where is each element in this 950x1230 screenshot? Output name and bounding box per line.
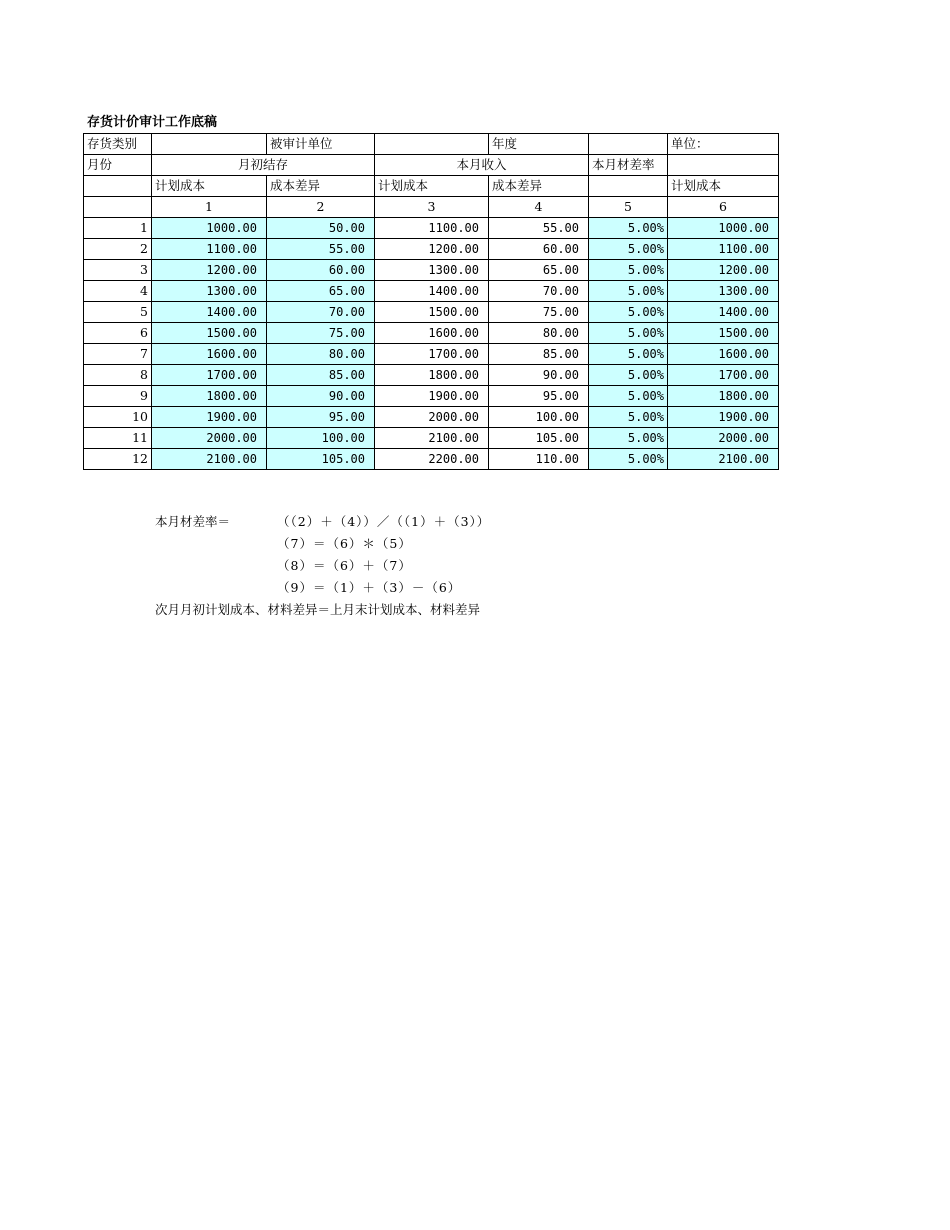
- value-cell-c6[interactable]: 1000.00: [668, 218, 779, 239]
- blank-cell: [84, 176, 152, 197]
- table-row: [84, 407, 779, 428]
- planned-cost-label: 计划成本: [152, 176, 267, 197]
- value-cell-c5[interactable]: 5.00%: [589, 239, 668, 260]
- audited-unit-label: 被审计单位: [267, 134, 375, 155]
- value-cell-c2[interactable]: 70.00: [267, 302, 375, 323]
- value-cell-c1[interactable]: 1000.00: [152, 218, 267, 239]
- opening-balance-label: 月初结存: [152, 155, 375, 176]
- rate-label: 本月材差率＝: [155, 514, 231, 529]
- value-cell-c1[interactable]: 1600.00: [152, 344, 267, 365]
- value-cell-c4[interactable]: 70.00: [489, 281, 589, 302]
- month-cell: 11: [84, 428, 152, 449]
- value-cell-c5[interactable]: 5.00%: [589, 281, 668, 302]
- value-cell-c2[interactable]: 95.00: [267, 407, 375, 428]
- value-cell-c1[interactable]: 2000.00: [152, 428, 267, 449]
- column-number: 2: [267, 197, 375, 218]
- month-cell: 4: [84, 281, 152, 302]
- month-cell: 8: [84, 365, 152, 386]
- audit-table: [83, 133, 779, 470]
- value-cell-c2[interactable]: 60.00: [267, 260, 375, 281]
- value-cell-c6[interactable]: 1600.00: [668, 344, 779, 365]
- category-label: 存货类别: [84, 134, 152, 155]
- column-number: 6: [668, 197, 779, 218]
- month-cell: 5: [84, 302, 152, 323]
- table-row: [84, 260, 779, 281]
- value-cell-c4[interactable]: 55.00: [489, 218, 589, 239]
- column-number-row: [84, 197, 779, 218]
- value-cell-c4[interactable]: 95.00: [489, 386, 589, 407]
- column-number: 1: [152, 197, 267, 218]
- table-row: [84, 344, 779, 365]
- value-cell-c3[interactable]: 1800.00: [375, 365, 489, 386]
- table-row: [84, 239, 779, 260]
- value-cell-c4[interactable]: 75.00: [489, 302, 589, 323]
- year-label: 年度: [489, 134, 589, 155]
- value-cell-c1[interactable]: 1200.00: [152, 260, 267, 281]
- value-cell-c2[interactable]: 100.00: [267, 428, 375, 449]
- planned-cost-label: 计划成本: [668, 176, 779, 197]
- formula-9: （9）＝（1）＋（3）－（6）: [277, 580, 462, 595]
- audited-unit-value-cell[interactable]: [375, 134, 489, 155]
- value-cell-c1[interactable]: 1400.00: [152, 302, 267, 323]
- value-cell-c2[interactable]: 85.00: [267, 365, 375, 386]
- value-cell-c3[interactable]: 1200.00: [375, 239, 489, 260]
- table-row: [84, 365, 779, 386]
- value-cell-c1[interactable]: 1800.00: [152, 386, 267, 407]
- next-month-note: 次月月初计划成本、材料差异＝上月末计划成本、材料差异: [155, 602, 481, 617]
- table-row: [84, 218, 779, 239]
- month-cell: 9: [84, 386, 152, 407]
- value-cell-c5[interactable]: 5.00%: [589, 386, 668, 407]
- value-cell-c4[interactable]: 65.00: [489, 260, 589, 281]
- sheet-title: 存货计价审计工作底稿: [87, 115, 218, 130]
- value-cell-c3[interactable]: 1600.00: [375, 323, 489, 344]
- value-cell-c1[interactable]: 2100.00: [152, 449, 267, 470]
- issue-label: [668, 155, 779, 176]
- value-cell-c6[interactable]: 2000.00: [668, 428, 779, 449]
- month-cell: 7: [84, 344, 152, 365]
- value-cell-c5[interactable]: 5.00%: [589, 323, 668, 344]
- formula-8: （8）＝（6）＋（7）: [277, 558, 412, 573]
- table-row: [84, 281, 779, 302]
- planned-cost-label: 计划成本: [375, 176, 489, 197]
- value-cell-c4[interactable]: 105.00: [489, 428, 589, 449]
- unit-label: 单位：: [668, 134, 779, 155]
- value-cell-c6[interactable]: 1900.00: [668, 407, 779, 428]
- value-cell-c5[interactable]: 5.00%: [589, 344, 668, 365]
- value-cell-c2[interactable]: 55.00: [267, 239, 375, 260]
- header-row-2: [84, 155, 779, 176]
- value-cell-c3[interactable]: 1700.00: [375, 344, 489, 365]
- value-cell-c3[interactable]: 2000.00: [375, 407, 489, 428]
- value-cell-c3[interactable]: 1100.00: [375, 218, 489, 239]
- value-cell-c1[interactable]: 1700.00: [152, 365, 267, 386]
- value-cell-c4[interactable]: 80.00: [489, 323, 589, 344]
- blank-cell: [589, 176, 668, 197]
- table-row: [84, 428, 779, 449]
- month-cell: 12: [84, 449, 152, 470]
- value-cell-c5[interactable]: 5.00%: [589, 428, 668, 449]
- table-row: [84, 386, 779, 407]
- rate-formula: （（2）＋（4））／（（1）＋（3））: [277, 514, 491, 529]
- month-cell: 3: [84, 260, 152, 281]
- variance-rate-label: 本月材差率: [589, 155, 668, 176]
- value-cell-c1[interactable]: 1300.00: [152, 281, 267, 302]
- value-cell-c4[interactable]: 85.00: [489, 344, 589, 365]
- value-cell-c5[interactable]: 5.00%: [589, 260, 668, 281]
- value-cell-c1[interactable]: 1100.00: [152, 239, 267, 260]
- value-cell-c4[interactable]: 60.00: [489, 239, 589, 260]
- value-cell-c3[interactable]: 1500.00: [375, 302, 489, 323]
- value-cell-c3[interactable]: 1400.00: [375, 281, 489, 302]
- formula-notes: [155, 511, 490, 621]
- category-value-cell[interactable]: [152, 134, 267, 155]
- formula-7: （7）＝（6）＊（5）: [277, 536, 412, 551]
- column-number: 4: [489, 197, 589, 218]
- value-cell-c6[interactable]: 1700.00: [668, 365, 779, 386]
- value-cell-c6[interactable]: 2100.00: [668, 449, 779, 470]
- value-cell-c3[interactable]: 2200.00: [375, 449, 489, 470]
- month-cell: 10: [84, 407, 152, 428]
- header-row-3: [84, 176, 779, 197]
- cost-variance-label: 成本差异: [489, 176, 589, 197]
- value-cell-c1[interactable]: 1500.00: [152, 323, 267, 344]
- value-cell-c3[interactable]: 1900.00: [375, 386, 489, 407]
- value-cell-c5[interactable]: 5.00%: [589, 365, 668, 386]
- value-cell-c1[interactable]: 1900.00: [152, 407, 267, 428]
- blank-cell: [84, 197, 152, 218]
- value-cell-c6[interactable]: 1300.00: [668, 281, 779, 302]
- cost-variance-label: 成本差异: [267, 176, 375, 197]
- header-row-1: [84, 134, 779, 155]
- value-cell-c5[interactable]: 5.00%: [589, 449, 668, 470]
- column-number: 5: [589, 197, 668, 218]
- value-cell-c5[interactable]: 5.00%: [589, 302, 668, 323]
- table-row: [84, 449, 779, 470]
- month-cell: 2: [84, 239, 152, 260]
- value-cell-c3[interactable]: 2100.00: [375, 428, 489, 449]
- value-cell-c4[interactable]: 100.00: [489, 407, 589, 428]
- value-cell-c4[interactable]: 110.00: [489, 449, 589, 470]
- receipts-label: 本月收入: [375, 155, 589, 176]
- value-cell-c4[interactable]: 90.00: [489, 365, 589, 386]
- month-cell: 1: [84, 218, 152, 239]
- value-cell-c2[interactable]: 65.00: [267, 281, 375, 302]
- value-cell-c5[interactable]: 5.00%: [589, 407, 668, 428]
- month-cell: 6: [84, 323, 152, 344]
- value-cell-c2[interactable]: 80.00: [267, 344, 375, 365]
- year-value-cell[interactable]: [589, 134, 668, 155]
- value-cell-c2[interactable]: 105.00: [267, 449, 375, 470]
- value-cell-c6[interactable]: 1100.00: [668, 239, 779, 260]
- month-label: 月份: [84, 155, 152, 176]
- value-cell-c6[interactable]: 1400.00: [668, 302, 779, 323]
- column-number: 3: [375, 197, 489, 218]
- value-cell-c6[interactable]: 1200.00: [668, 260, 779, 281]
- value-cell-c6[interactable]: 1500.00: [668, 323, 779, 344]
- value-cell-c2[interactable]: 50.00: [267, 218, 375, 239]
- value-cell-c6[interactable]: 1800.00: [668, 386, 779, 407]
- table-row: [84, 302, 779, 323]
- value-cell-c3[interactable]: 1300.00: [375, 260, 489, 281]
- value-cell-c5[interactable]: 5.00%: [589, 218, 668, 239]
- value-cell-c2[interactable]: 75.00: [267, 323, 375, 344]
- table-row: [84, 323, 779, 344]
- value-cell-c2[interactable]: 90.00: [267, 386, 375, 407]
